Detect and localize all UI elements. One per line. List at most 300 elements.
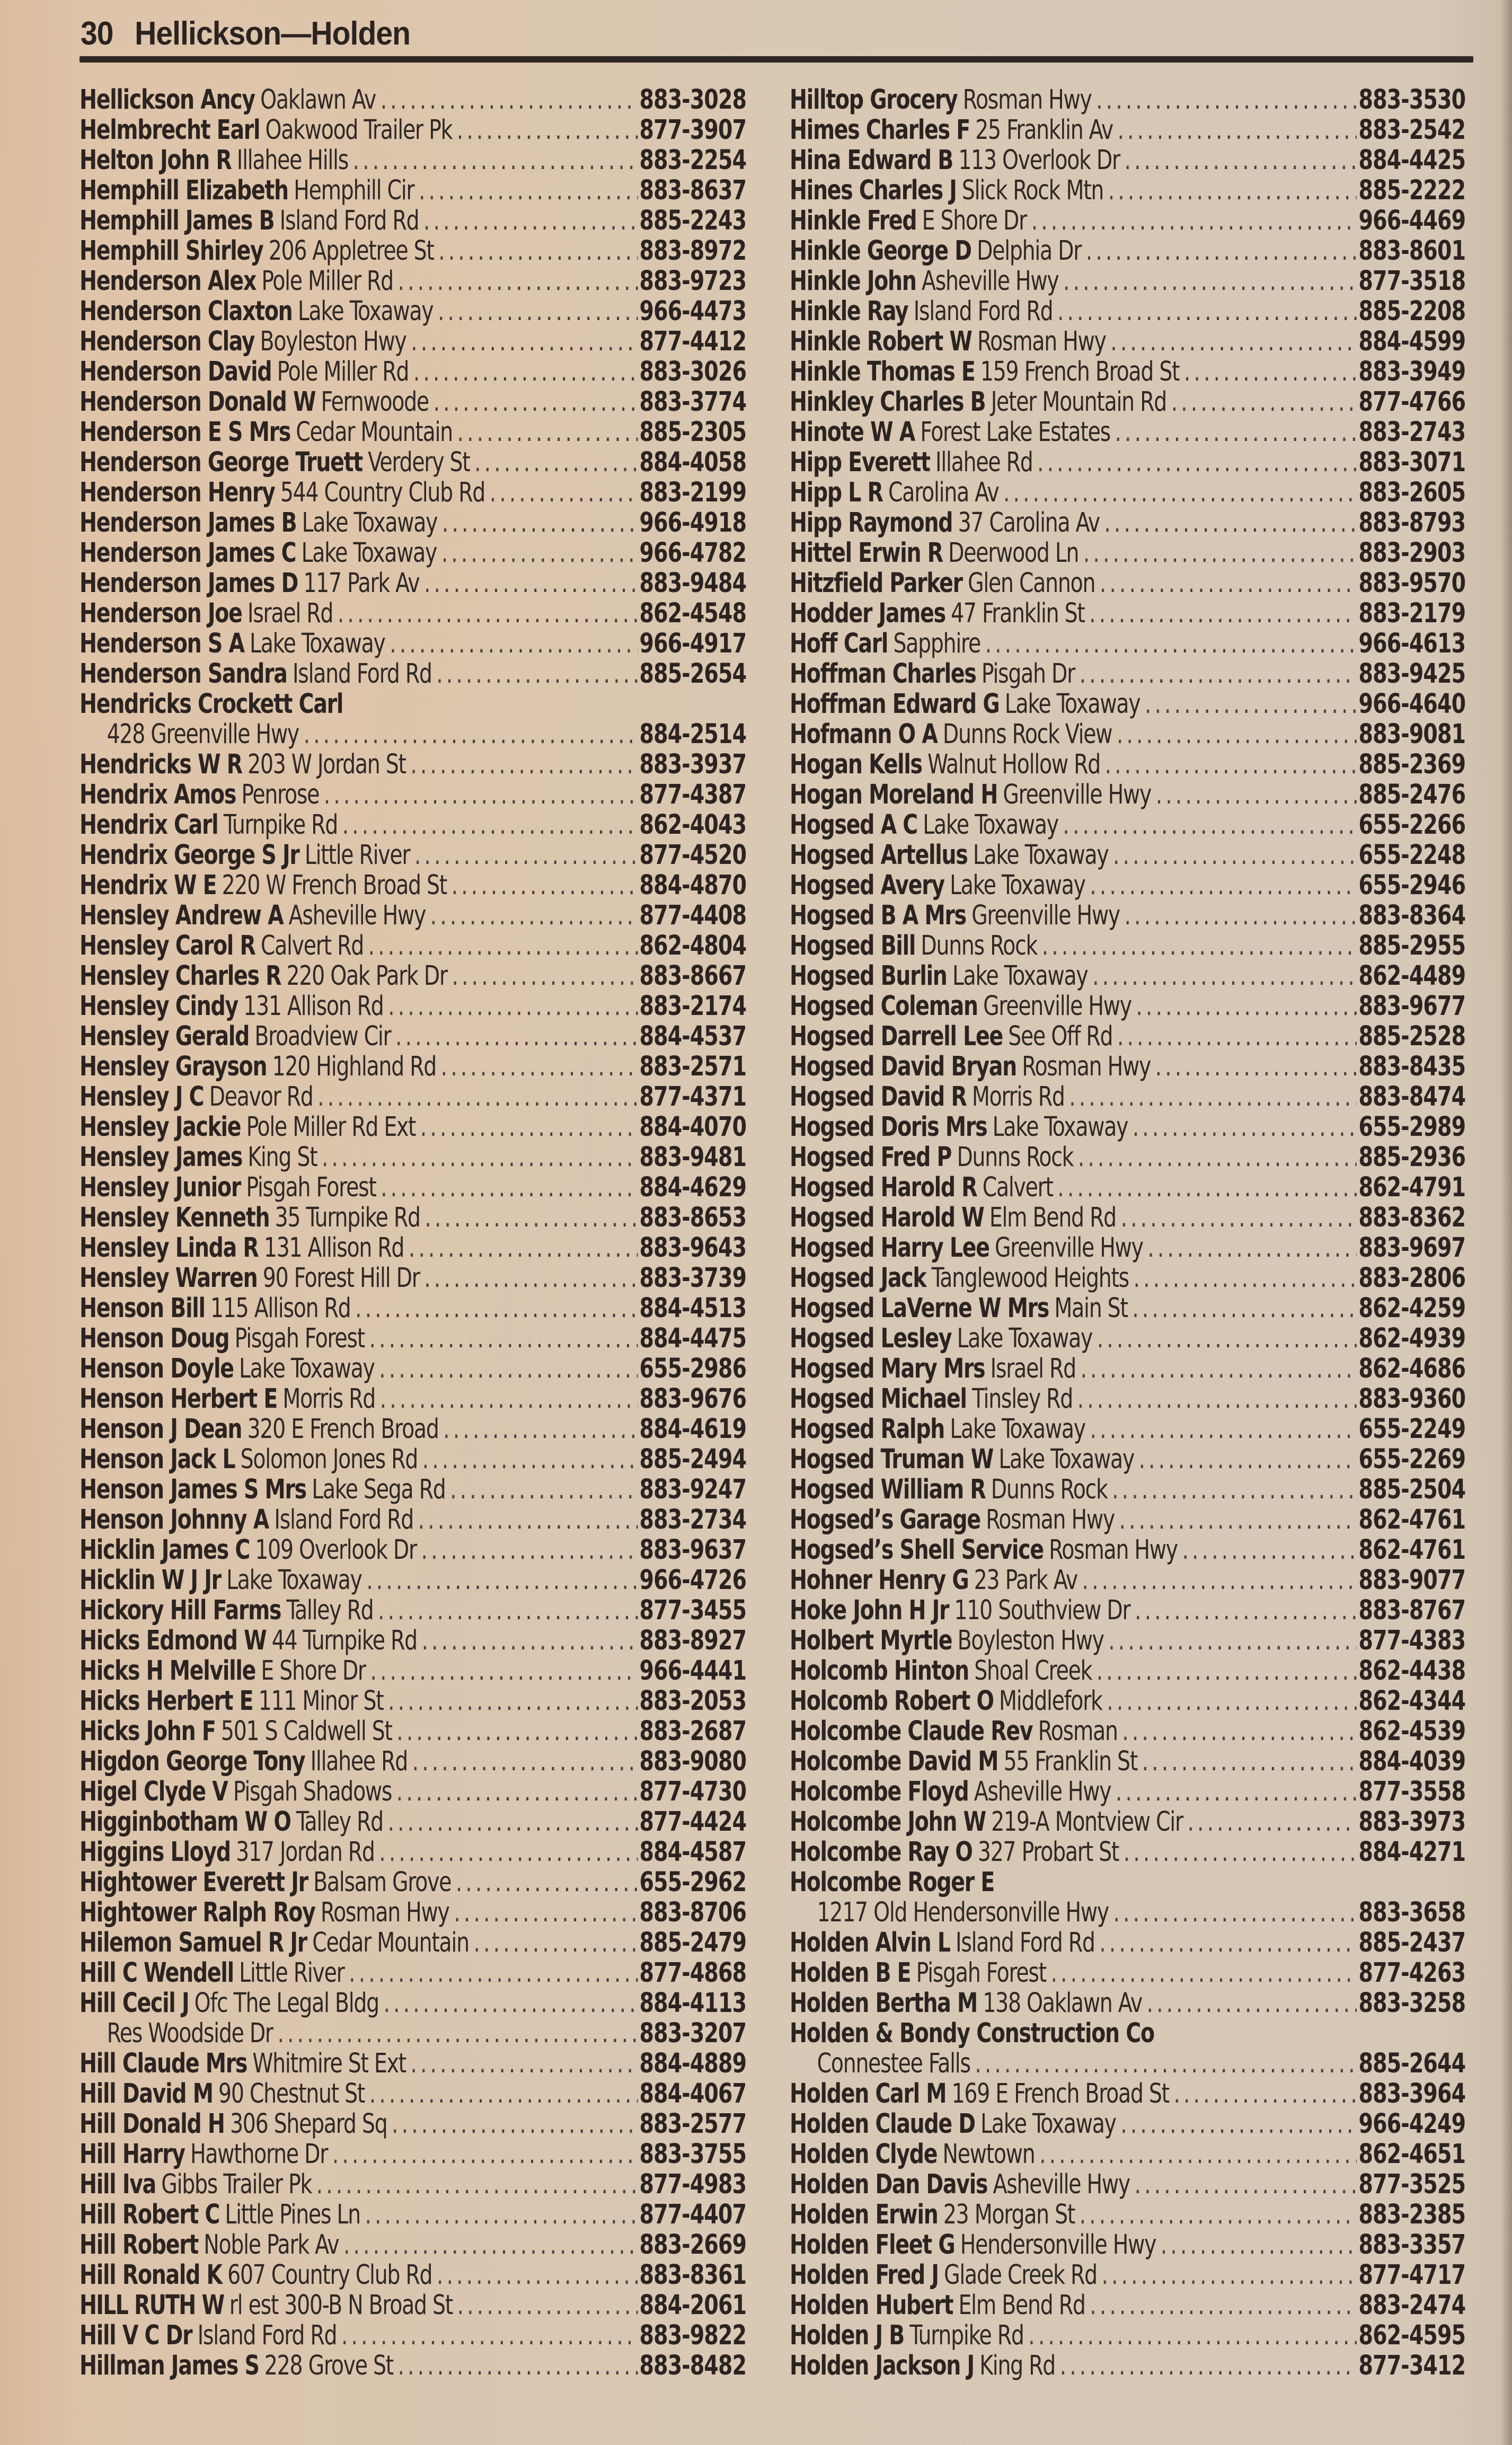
dot-leader <box>1063 810 1357 840</box>
dot-leader <box>1184 357 1357 387</box>
listing-name: Hines Charles J <box>790 175 957 206</box>
listing-entry <box>79 991 746 1021</box>
dot-leader <box>316 2169 638 2200</box>
dot-leader <box>1101 2260 1357 2290</box>
listing-phone: 877-4263 <box>1358 1958 1466 1988</box>
listing-entry <box>790 1323 1465 1354</box>
dot-leader <box>349 1958 638 1988</box>
listing-entry <box>79 659 746 689</box>
listing-phone: 884-4889 <box>639 2049 747 2079</box>
listing-entry <box>790 568 1465 598</box>
listing-address: 320 E French Broad <box>247 1414 439 1444</box>
listing-phone: 884-4070 <box>639 1112 747 1142</box>
listing-address: Lake Toxaway <box>950 870 1085 901</box>
listing-phone: 884-4058 <box>639 447 747 478</box>
listing-name: Henson J Dean <box>79 1414 242 1444</box>
listing-name: Hemphill Elizabeth <box>79 175 288 206</box>
listing-name: Hinkle George D <box>790 236 971 266</box>
listing-address: Morris Rd <box>971 1082 1065 1112</box>
listing-entry <box>790 840 1465 870</box>
listing-name: Holden Dan Davis <box>790 2169 988 2200</box>
listing-address: rl est 300-B N Broad St <box>229 2290 453 2320</box>
listing-phone: 883-8972 <box>639 236 747 266</box>
listing-address: 131 Allison Rd <box>263 1233 404 1263</box>
listing-name: Holcomb Hinton <box>790 1656 969 1686</box>
listing-name: Holcombe John W <box>790 1807 986 1837</box>
listing-entry <box>790 1897 1465 1928</box>
page-number: 30 <box>81 15 113 52</box>
dot-leader <box>1173 2079 1357 2109</box>
listing-entry <box>79 1444 746 1475</box>
dot-leader <box>1089 598 1357 629</box>
listing-entry <box>79 1475 746 1505</box>
listing-phone: 883-8706 <box>639 1897 747 1928</box>
listing-name: Hensley Cindy <box>79 991 238 1021</box>
dot-leader <box>1145 689 1357 719</box>
listing-entry <box>79 1595 746 1626</box>
listing-name: Holcombe Claude Rev <box>790 1716 1033 1746</box>
listing-address: Balsam Grove <box>313 1867 452 1897</box>
listing-phone: 862-4939 <box>1358 1323 1466 1354</box>
dot-leader <box>419 175 638 206</box>
listing-entry <box>79 1535 746 1565</box>
dot-leader <box>396 1716 638 1746</box>
listing-name: Henson Herbert E <box>79 1384 277 1414</box>
listing-phone: 883-2743 <box>1358 417 1466 447</box>
listing-phone: 883-3739 <box>639 1263 747 1293</box>
listing-phone: 655-2248 <box>1358 840 1466 870</box>
listing-name: Holden J B <box>790 2320 905 2351</box>
listing-address: Hawthorne Dr <box>190 2139 328 2169</box>
dot-leader <box>1124 1837 1357 1867</box>
listing-name: Hogsed Fred P <box>790 1142 952 1172</box>
listing-phone: 877-3558 <box>1358 1777 1466 1807</box>
dot-leader <box>380 1384 638 1414</box>
listing-name: Helmbrecht Earl <box>79 115 260 145</box>
listing-address: Pisgah Shadows <box>233 1777 392 1807</box>
dot-leader <box>1133 1112 1357 1142</box>
listing-address: Lake Toxaway <box>301 538 437 568</box>
listing-address: Lake Toxaway <box>302 508 438 538</box>
listing-phone: 883-3207 <box>639 2018 747 2049</box>
listing-entry <box>790 387 1465 417</box>
dot-leader <box>383 1988 638 2018</box>
listing-phone: 966-4473 <box>639 296 747 326</box>
dot-leader <box>473 1928 638 1958</box>
listing-address: 607 Country Club Rd <box>227 2260 432 2290</box>
listing-address: 203 W Jordan St <box>247 749 406 780</box>
listing-address: Lake Toxaway <box>998 1444 1134 1475</box>
listing-address: Main St <box>1054 1293 1128 1323</box>
listing-phone: 883-2385 <box>1358 2200 1466 2230</box>
dot-leader <box>1171 387 1357 417</box>
listing-name: Holden B E <box>790 1958 911 1988</box>
listing-phone: 862-4791 <box>1358 1172 1466 1203</box>
listing-entry <box>79 115 746 145</box>
listing-address: Island Ford Rd <box>197 2320 337 2351</box>
listing-address: Lake Toxaway <box>950 1414 1085 1444</box>
listing-phone: 877-4730 <box>639 1777 747 1807</box>
listing-address: Morris Rd <box>282 1384 376 1414</box>
listing-address: Little River <box>304 840 410 870</box>
listing-phone: 862-4761 <box>1358 1505 1466 1535</box>
listing-address: Verdery St <box>368 447 470 478</box>
guide-words: Hellickson—Holden <box>135 15 411 52</box>
listing-entry <box>79 2109 746 2139</box>
listing-name: Hogsed Doris Mrs <box>790 1112 987 1142</box>
listing-entry <box>790 1807 1465 1837</box>
listing-name: Hohner Henry G <box>790 1565 969 1595</box>
listing-address: 44 Turnpike Rd <box>271 1626 417 1656</box>
listing-address: Noble Park Av <box>204 2230 339 2260</box>
listing-entry <box>79 2351 746 2381</box>
listing-entry <box>79 2320 746 2351</box>
dot-leader <box>438 236 638 266</box>
listing-name: Holden Jackson J <box>790 2351 974 2381</box>
listing-address: Israel Rd <box>990 1354 1076 1384</box>
listing-phone: 883-3774 <box>639 387 747 417</box>
listing-address: Rosman Hwy <box>977 326 1106 357</box>
listing-address: Dunns Rock <box>921 931 1038 961</box>
listing-entry <box>79 810 746 840</box>
listing-address: King St <box>247 1142 317 1172</box>
listing-entry <box>79 1746 746 1777</box>
dot-leader <box>390 629 638 659</box>
listing-entry <box>790 206 1465 236</box>
listing-address: Broadview Cir <box>254 1021 391 1052</box>
listing-phone: 883-9077 <box>1358 1565 1466 1595</box>
listing-address: Lake Toxaway <box>250 629 385 659</box>
listing-phone: 883-2669 <box>639 2230 747 2260</box>
listing-name: Henderson Clay <box>79 326 255 357</box>
listing-name: Henderson Henry <box>79 478 275 508</box>
listing-address: Glade Creek Rd <box>944 2260 1097 2290</box>
listing-name: Hinkle Thomas E <box>790 357 975 387</box>
listing-address: 35 Turnpike Rd <box>275 1203 420 1233</box>
listing-name: Hogsed Burlin <box>790 961 947 991</box>
listing-name: Hina Edward B <box>790 145 953 175</box>
listing-name: Henderson James B <box>79 508 297 538</box>
dot-leader <box>1115 417 1357 447</box>
listing-name: Holden & Bondy Construction Co <box>790 2018 1154 2049</box>
dot-leader <box>381 1172 638 1203</box>
listing-address: Calvert Rd <box>260 931 364 961</box>
listing-name: Hicklin James C <box>79 1535 250 1565</box>
listing-name: Hensley Linda R <box>79 1233 259 1263</box>
listing-entry <box>790 749 1465 780</box>
listing-phone: 877-4412 <box>639 326 747 357</box>
listing-phone: 883-8361 <box>639 2260 747 2290</box>
dot-leader <box>424 568 638 598</box>
listing-address: Pisgah Forest <box>916 1958 1046 1988</box>
listing-address: Tanglewood Heights <box>931 1263 1129 1293</box>
listing-name: Henderson E S Mrs <box>79 417 290 447</box>
listing-phone: 885-2936 <box>1358 1142 1466 1172</box>
dot-leader <box>1057 1172 1357 1203</box>
listing-phone: 883-8767 <box>1358 1595 1466 1626</box>
listing-address: Rosman Hwy <box>962 85 1092 115</box>
listing-entry <box>79 2139 746 2169</box>
listing-phone: 885-2504 <box>1358 1475 1466 1505</box>
dot-leader <box>1132 1293 1357 1323</box>
listing-name: Henson Jack L <box>79 1444 235 1475</box>
listing-entry <box>790 1052 1465 1082</box>
listing-phone: 862-4595 <box>1358 2320 1466 2351</box>
dot-leader <box>424 1263 638 1293</box>
listing-name: Henson James S Mrs <box>79 1475 306 1505</box>
listing-phone: 655-2986 <box>639 1354 747 1384</box>
listing-address: Greenville Hwy <box>995 1233 1143 1263</box>
dot-leader <box>369 2079 638 2109</box>
listing-phone: 883-3755 <box>639 2139 747 2169</box>
listing-name: Hensley Andrew A <box>79 901 284 931</box>
listing-entry <box>790 1475 1465 1505</box>
listing-entry <box>790 2290 1465 2320</box>
listing-phone: 883-8653 <box>639 1203 747 1233</box>
dot-leader <box>436 659 638 689</box>
listing-phone: 862-4259 <box>1358 1293 1466 1323</box>
listing-entry <box>790 1746 1465 1777</box>
listing-name: Hill C Wendell <box>79 1958 234 1988</box>
listing-entry <box>79 840 746 870</box>
listing-address: Solomon Jones Rd <box>240 1444 418 1475</box>
listing-address: 428 Greenville Hwy <box>107 719 299 749</box>
dot-leader <box>1156 780 1357 810</box>
listing-address: 220 Oak Park Dr <box>286 961 447 991</box>
dot-leader <box>366 1565 638 1595</box>
listing-phone: 883-9643 <box>639 1233 747 1263</box>
listing-address: 111 Minor St <box>258 1686 384 1716</box>
dot-leader <box>1118 115 1357 145</box>
dot-leader <box>1112 1475 1357 1505</box>
listing-address: Pisgah Forest <box>234 1323 365 1354</box>
listing-name: Hinkle Robert W <box>790 326 972 357</box>
listing-entry <box>79 206 746 236</box>
listing-entry <box>79 1384 746 1414</box>
listing-name: Hogsed Artellus <box>790 840 968 870</box>
listing-name: Hicks H Melville <box>79 1656 256 1686</box>
listing-entry <box>790 478 1465 508</box>
dot-leader <box>422 1444 638 1475</box>
dot-leader <box>1104 508 1357 538</box>
listing-phone: 655-2266 <box>1358 810 1466 840</box>
listing-entry <box>790 2139 1465 2169</box>
listing-address: Cedar Mountain <box>296 417 453 447</box>
dot-leader <box>304 719 638 749</box>
listing-entry <box>790 145 1465 175</box>
listing-address: Israel Rd <box>247 598 333 629</box>
listing-name: Hill Iva <box>79 2169 156 2200</box>
listing-entry <box>79 1867 746 1897</box>
listing-entry <box>79 266 746 296</box>
listing-name: Holden Alvin L <box>790 1928 950 1958</box>
listing-address: Pole Miller Rd <box>277 357 409 387</box>
listing-name: Hensley Grayson <box>79 1052 267 1082</box>
listing-phone: 883-9481 <box>639 1142 747 1172</box>
dot-leader <box>490 478 638 508</box>
listing-name: Hogsed William R <box>790 1475 986 1505</box>
dot-leader <box>1090 2290 1357 2320</box>
listing-entry <box>79 2049 746 2079</box>
listing-phone: 883-8435 <box>1358 1052 1466 1082</box>
listing-entry <box>79 1505 746 1535</box>
listing-address: Lake Toxaway <box>297 296 434 326</box>
listing-entry <box>790 719 1465 749</box>
listing-address: Illahee Rd <box>935 447 1033 478</box>
listing-phone: 884-4870 <box>639 870 747 901</box>
listing-entry <box>79 568 746 598</box>
listing-entry <box>79 1052 746 1082</box>
listing-name: HILL RUTH W <box>79 2290 224 2320</box>
listing-phone: 883-2734 <box>639 1505 747 1535</box>
listing-entry <box>79 719 746 749</box>
listing-phone: 877-3525 <box>1358 2169 1466 2200</box>
dot-leader <box>1080 659 1357 689</box>
dot-leader <box>368 931 638 961</box>
listing-address: Pisgah Forest <box>246 1172 376 1203</box>
listing-entry <box>790 780 1465 810</box>
dot-leader <box>1050 1958 1357 1988</box>
listing-address: Cedar Mountain <box>312 1928 469 1958</box>
listing-column-right-body <box>790 85 1465 2381</box>
dot-leader <box>456 1867 638 1897</box>
listing-address: Res Woodside Dr <box>107 2018 273 2049</box>
dot-leader <box>411 326 638 357</box>
listing-address: 228 Grove St <box>264 2351 393 2381</box>
listing-address: Island Ford Rd <box>274 1505 414 1535</box>
dot-leader <box>437 2260 638 2290</box>
listing-address: Rosman Hwy <box>1022 1052 1151 1082</box>
listing-entry <box>79 296 746 326</box>
listing-name: Hitzfield Parker <box>790 568 962 598</box>
listing-name: Hensley Jackie <box>79 1112 241 1142</box>
listing-name: Hensley Carol R <box>79 931 255 961</box>
listing-phone: 883-2474 <box>1358 2290 1466 2320</box>
listing-entry <box>790 1233 1465 1263</box>
listing-name: Hendrix W E <box>79 870 217 901</box>
listing-entry <box>790 1384 1465 1414</box>
dot-leader <box>1099 1928 1357 1958</box>
dot-leader <box>1134 1263 1357 1293</box>
dot-leader <box>443 1414 638 1444</box>
listing-name: Holbert Myrtle <box>790 1626 952 1656</box>
listing-entry <box>790 2169 1465 2200</box>
dot-leader <box>392 2109 638 2139</box>
listing-name: Helton John R <box>79 145 232 175</box>
dot-leader <box>412 1746 638 1777</box>
listing-address: 120 Highland Rd <box>272 1052 437 1082</box>
listing-name: Henderson Joe <box>79 598 242 629</box>
listing-address: Walnut Hollow Rd <box>927 749 1100 780</box>
listing-entry <box>790 1777 1465 1807</box>
dot-leader <box>452 961 638 991</box>
listing-phone: 885-2528 <box>1358 1021 1466 1052</box>
listing-phone: 883-3658 <box>1358 1897 1466 1928</box>
listing-phone: 884-4475 <box>639 1323 747 1354</box>
listing-name: Hinote W A <box>790 417 915 447</box>
listing-entry <box>790 538 1465 568</box>
dot-leader <box>381 85 638 115</box>
listing-entry <box>79 961 746 991</box>
listing-name: Hicks Herbert E <box>79 1686 253 1716</box>
dot-leader <box>1120 2109 1357 2139</box>
listing-address: Rosman Hwy <box>986 1505 1115 1535</box>
listing-name: Hill Robert C <box>79 2200 220 2230</box>
dot-leader <box>1077 1384 1357 1414</box>
dot-leader <box>355 1293 638 1323</box>
listing-address: Newtown <box>942 2139 1035 2169</box>
dot-leader <box>410 2049 638 2079</box>
dot-leader <box>1082 1565 1357 1595</box>
listing-name: Hoke John H Jr <box>790 1595 949 1626</box>
listing-entry <box>790 2260 1465 2290</box>
listing-entry <box>790 1444 1465 1475</box>
dot-leader <box>277 2018 638 2049</box>
listing-phone: 883-2806 <box>1358 1263 1466 1293</box>
dot-leader <box>413 357 638 387</box>
listing-address: Slick Rock Mtn <box>961 175 1104 206</box>
listing-name: Hensley Charles R <box>79 961 281 991</box>
listing-name: Hendrix George S Jr <box>79 840 299 870</box>
listing-address: 25 Franklin Av <box>975 115 1113 145</box>
listing-entry <box>790 1082 1465 1112</box>
listing-phone: 885-2476 <box>1358 780 1466 810</box>
listing-phone: 877-4407 <box>639 2200 747 2230</box>
listing-name: Hogsed’s Shell Service <box>790 1535 1044 1565</box>
listing-entry <box>79 175 746 206</box>
listing-phone: 877-4408 <box>639 901 747 931</box>
listing-entry <box>790 1867 1465 1897</box>
listing-entry <box>79 1293 746 1323</box>
listing-entry <box>790 870 1465 901</box>
listing-phone: 883-8667 <box>639 961 747 991</box>
listing-phone: 883-9081 <box>1358 719 1466 749</box>
listing-address: Boyleston Hwy <box>957 1626 1104 1656</box>
listing-phone: 883-2254 <box>639 145 747 175</box>
listing-phone: 966-4782 <box>639 538 747 568</box>
listing-name: Higgins Lloyd <box>79 1837 231 1867</box>
listing-address: 317 Jordan Rd <box>236 1837 375 1867</box>
listing-address: Island Ford Rd <box>279 206 419 236</box>
listing-name: Holden Erwin <box>790 2200 938 2230</box>
listing-address: 23 Morgan St <box>943 2200 1075 2230</box>
listing-phone: 883-2605 <box>1358 478 1466 508</box>
listing-name: Hemphill James B <box>79 206 275 236</box>
listing-name: Holden Bertha M <box>790 1988 978 2018</box>
listing-entry <box>79 357 746 387</box>
listing-address: King Rd <box>979 2351 1056 2381</box>
listing-address: Carolina Av <box>888 478 999 508</box>
listing-entry <box>790 629 1465 659</box>
listing-entry <box>79 2290 746 2320</box>
listing-name: Hicklin W J Jr <box>79 1565 221 1595</box>
header-rule <box>79 56 1473 63</box>
listing-phone: 883-3026 <box>639 357 747 387</box>
dot-leader <box>441 1052 638 1082</box>
listing-address: 47 Franklin St <box>951 598 1085 629</box>
listing-entry <box>790 115 1465 145</box>
listing-phone: 885-2243 <box>639 206 747 236</box>
dot-leader <box>1086 236 1357 266</box>
listing-address: Island Ford Rd <box>292 659 432 689</box>
listing-address: 23 Park Av <box>974 1565 1077 1595</box>
listing-entry <box>79 1263 746 1293</box>
listing-address: 37 Carolina Av <box>958 508 1100 538</box>
listing-phone: 966-4613 <box>1358 629 1466 659</box>
listing-phone: 862-4043 <box>639 810 747 840</box>
listing-phone: 883-2053 <box>639 1686 747 1716</box>
listing-phone: 883-9247 <box>639 1475 747 1505</box>
